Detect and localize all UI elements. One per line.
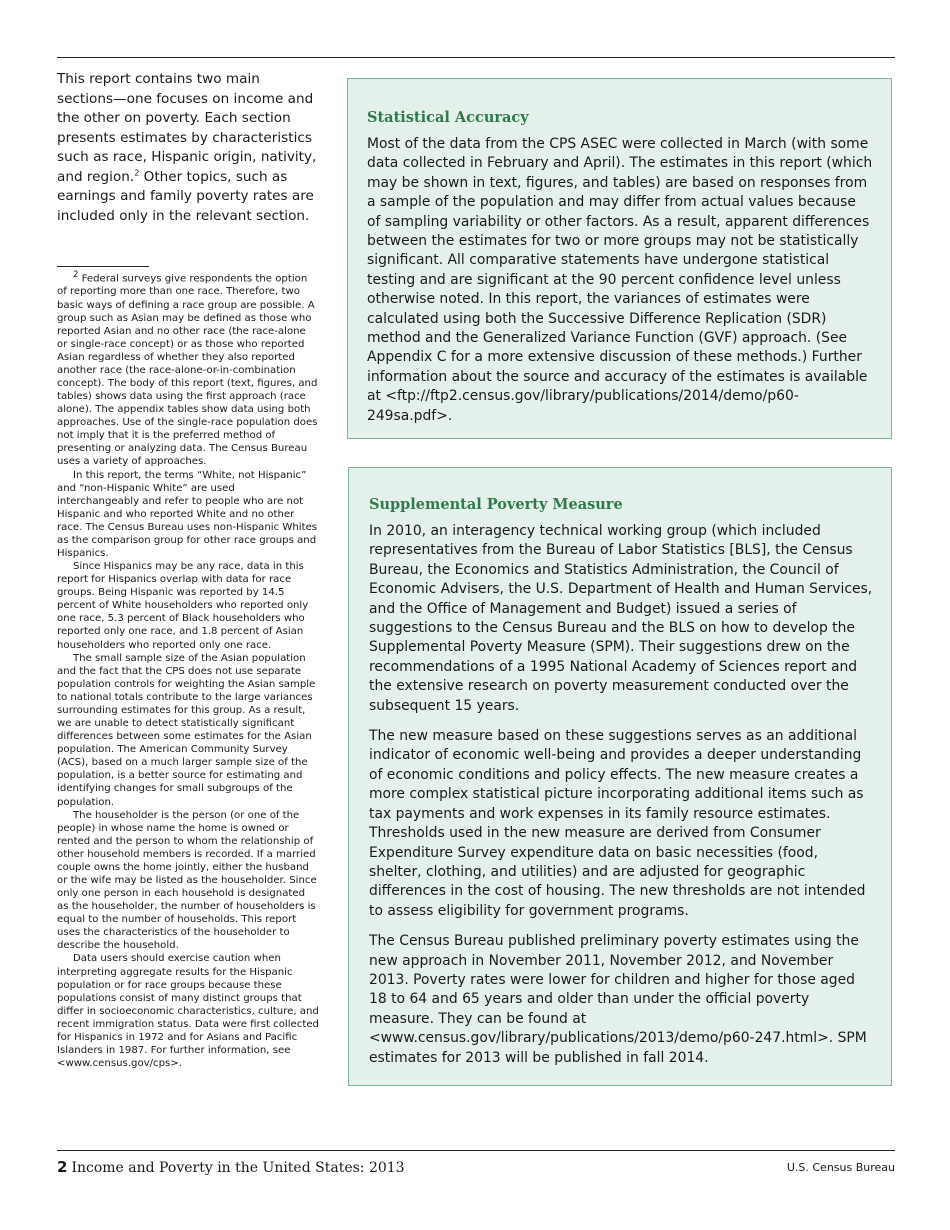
footnote-paragraph	[57, 268, 319, 469]
box-paragraph: The Census Bureau published preliminary poverty estimates using the new approach in November 2011, November 2012, and November 2013. Poverty rates were lower for children and higher for those aged 18 to 64 and 65 years and older than under the official poverty measure. They can be found at <www.census.gov/library/publications/2013/demo/p60-247.html>. SPM estimates for 2013 will be published in fall 2014.	[369, 933, 867, 1066]
box-title: Supplemental Poverty Measure	[369, 496, 623, 513]
footer-rule	[57, 1150, 895, 1151]
footnote-text: Federal surveys give respondents the option of reporting more than one race. Therefore, two basic ways of defining a race group are possible. A group such as Asian may be defined as those who reported Asian and no other race (the race-alone or single-race concept) or as those who reported Asian regardless of whether they also reported another race (the race-alone-or-in-combination concept). The body of this report (text, figures, and tables) shows data using the first approach (race alone). The appendix tables show data using both approaches. Use of the single-race population does not imply that it is the preferred method of presenting or analyzing data. The Census Bureau uses a variety of approaches.	[57, 273, 318, 468]
footnote-number: 2	[73, 269, 79, 279]
footnote-paragraph: Since Hispanics may be any race, data in this report for Hispanics overlap with data for race groups. Being Hispanic was reported by 14.5 percent of White householders who reported only one race, 5.3 percent of Black householders who reported only one race, and 1.8 percent of Asian householders who reported only one race.	[57, 561, 309, 651]
footnote-paragraph: Data users should exercise caution when interpreting aggregate results for the Hispanic population or for race groups because these populations consist of many distinct groups that differ in socioeconomic characteristics, culture, and recent immigration status. Data were first collected for Hispanics in 1972 and for Asians and Pacific Islanders in 1987. For further information, see <www.census.gov/cps>.	[57, 953, 319, 1070]
page-number: 2	[57, 1158, 68, 1176]
statistical-accuracy-box	[347, 78, 892, 439]
box-paragraph: In 2010, an interagency technical working group (which included representatives from the Bureau of Labor Statistics [BLS], the Census Bureau, the Economics and Statistics Administration, the Council of Economic Advisers, the U.S. Department of Health and Human Services, and the Office of Management and Budget) issued a series of suggestions to the Census Bureau and the BLS on how to develop the Supplemental Poverty Measure (SPM). Their suggestions drew on the recommendations of a 1995 National Academy of Sciences report and the extensive research on poverty measurement conducted over the subsequent 15 years.	[369, 523, 873, 714]
box-paragraph: The new measure based on these suggestions serves as an additional indicator of economic well-being and provides a deeper understanding of economic conditions and policy effects. The new measure creates a more complex statistical picture incorporating additional items such as tax payments and work expenses in its family resource estimates. Thresholds used in the new measure are derived from Consumer Expenditure Survey expenditure data on basic necessities (food, shelter, clothing, and utilities) and are adjusted for geographic differences in the cost of housing. The new thresholds are not intended to assess eligibility for government programs.	[369, 728, 866, 919]
footnote-paragraph: The small sample size of the Asian population and the fact that the CPS does not use separate population controls for weighting the Asian sample to national totals contribute to the large variances surrounding estimates for this group. As a result, we are unable to detect statistically significant differences between some estimates for the Asian population. The American Community Survey (ACS), based on a much larger sample size of the population, is a better source for estimating and identifying changes for small subgroups of the population.	[57, 652, 316, 808]
header-rule	[57, 57, 895, 58]
publisher-name: U.S. Census Bureau	[786, 1161, 895, 1174]
intro-text: This report contains two main sections—one focuses on income and the other on poverty. Each section presents estimates by characteristics such as race, Hispanic origin, nativity, and region.	[57, 71, 317, 185]
publication-title: Income and Poverty in the United States: 2013	[71, 1160, 405, 1176]
footnote-paragraph: In this report, the terms “White, not Hispanic” and “non-Hispanic White” are used interchangeably and refer to people who are not Hispanic and who reported White and no other race. The Census Bureau uses non-Hispanic Whites as the comparison group for other race groups and Hispanics.	[57, 469, 318, 560]
footnote-reference: 2	[134, 167, 140, 177]
box-title: Statistical Accuracy	[367, 109, 529, 126]
footer-title-block	[57, 1158, 405, 1176]
intro-paragraph	[57, 70, 317, 226]
footnote-paragraph: The householder is the person (or one of the people) in whose name the home is owned or rented and the person to whom the relationship of other household members is recorded. If a married couple owns the home jointly, either the husband or the wife may be listed as the householder. Since only one person in each household is designated as the householder, the number of householders is equal to the number of households. This report uses the characteristics of the householder to describe the household.	[57, 809, 317, 952]
intro-text-continued: Other topics, such as earnings and family poverty rates are included only in the relevant section.	[57, 168, 314, 224]
supplemental-poverty-measure-box	[348, 467, 892, 1086]
footnote-rule	[57, 266, 149, 267]
intro-column	[57, 70, 317, 226]
footnote	[57, 268, 319, 1070]
box-paragraph: Most of the data from the CPS ASEC were collected in March (with some data collected in February and April). The estimates in this report (which may be shown in text, figures, and tables) are based on responses from a sample of the population and may differ from actual values because of sampling variability or other factors. As a result, apparent differences between the estimates for two or more groups may not be statistically significant. All comparative statements have undergone statistical testing and are significant at the 90 percent confidence level unless otherwise noted. In this report, the variances of estimates were calculated using both the Successive Difference Replication (SDR) method and the Generalized Variance Function (GVF) approach. (See Appendix C for a more extensive discussion of these methods.) Further information about the source and accuracy of the estimates is available at <ftp://ftp2.census.gov/library/publications/2014/demo/p60-249sa.pdf>.	[367, 136, 873, 424]
